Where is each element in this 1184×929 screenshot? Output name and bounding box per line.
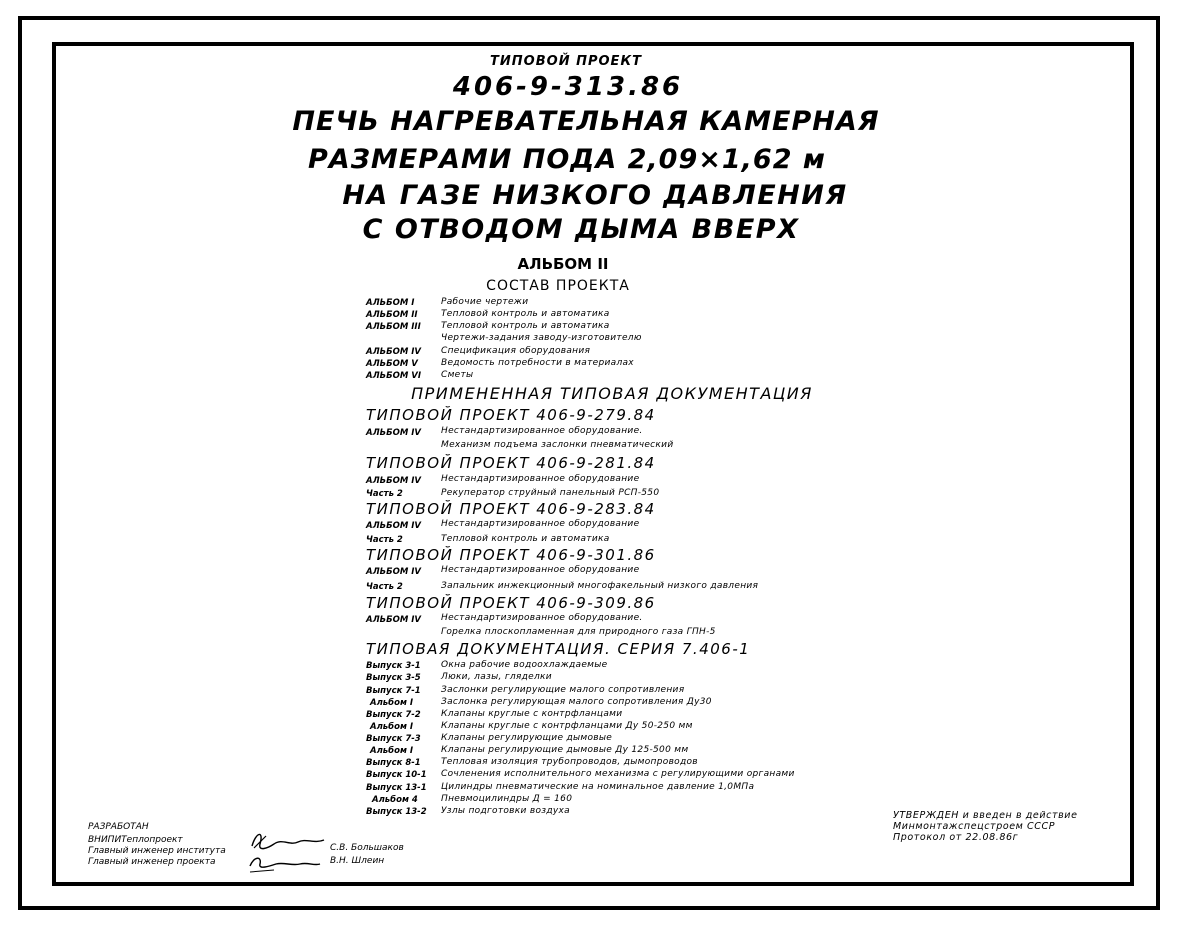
composition-text: Ведомость потребности в материалах xyxy=(441,358,634,368)
applied-label: Часть 2 xyxy=(366,535,403,545)
applied-project-title: ТИПОВОЙ ПРОЕКТ 406-9-301.86 xyxy=(366,546,656,564)
applied-text: Запальник инжекционный многофакельный низкого давления xyxy=(441,581,759,591)
series-text: Пневмоцилиндры Д = 160 xyxy=(441,794,573,804)
project-kind: ТИПОВОЙ ПРОЕКТ xyxy=(490,54,642,69)
series-text: Тепловая изоляция трубопроводов, дымопроводов xyxy=(441,757,698,767)
applied-text: Нестандартизированное оборудование xyxy=(441,565,640,575)
series-text: Заслонка регулирующая малого сопротивления Ду30 xyxy=(441,697,712,707)
composition-text: Тепловой контроль и автоматика xyxy=(441,309,610,319)
applied-project-title: ТИПОВОЙ ПРОЕКТ 406-9-283.84 xyxy=(366,500,656,518)
series-label: Выпуск 3-1 xyxy=(366,661,421,671)
series-text: Окна рабочие водоохлаждаемые xyxy=(441,660,608,670)
applied-text: Рекуператор струйный панельный РСП-550 xyxy=(441,488,660,498)
composition-text: Тепловой контроль и автоматика xyxy=(441,321,610,331)
composition-label: АЛЬБОМ III xyxy=(366,322,421,332)
applied-label: Часть 2 xyxy=(366,582,403,592)
series-text: Клапаны регулирующие дымовые Ду 125-500 мм xyxy=(441,745,689,755)
applied-project-title: ТИПОВОЙ ПРОЕКТ 406-9-309.86 xyxy=(366,594,656,612)
developed-org: ВНИПИТеплопроект xyxy=(88,835,183,845)
composition-text: Спецификация оборудования xyxy=(441,346,591,356)
series-text: Цилиндры пневматические на номинальное давление 1,0МПа xyxy=(441,782,755,792)
name-chief-engineer-project: В.Н. Шлеин xyxy=(330,856,385,866)
applied-label: Часть 2 xyxy=(366,489,403,499)
applied-label: АЛЬБОМ IV xyxy=(366,521,421,531)
project-number: 406-9-313.86 xyxy=(452,72,684,102)
series-text: Заслонки регулирующие малого сопротивления xyxy=(441,685,685,695)
approved-line-2: Минмонтажспецстроем СССР xyxy=(893,821,1056,832)
name-chief-engineer-institute: С.В. Большаков xyxy=(330,843,404,853)
composition-text: Сметы xyxy=(441,370,474,380)
series-label: Выпуск 8-1 xyxy=(366,758,421,768)
series-text: Узлы подготовки воздуха xyxy=(441,806,570,816)
applied-project-title: ТИПОВОЙ ПРОЕКТ 406-9-281.84 xyxy=(366,454,656,472)
composition-label: АЛЬБОМ V xyxy=(366,359,418,369)
title-line-2: РАЗМЕРАМИ ПОДА 2,09×1,62 м xyxy=(308,144,826,175)
series-label: Альбом I xyxy=(370,722,414,732)
series-text: Клапаны круглые с контрфланцами xyxy=(441,709,623,719)
role-chief-engineer-institute: Главный инженер института xyxy=(88,846,226,856)
series-label: Выпуск 7-1 xyxy=(366,686,421,696)
composition-text: Рабочие чертежи xyxy=(441,297,529,307)
applied-text: Нестандартизированное оборудование xyxy=(441,519,640,529)
applied-text: Тепловой контроль и автоматика xyxy=(441,534,610,544)
series-label: Выпуск 13-1 xyxy=(366,783,427,793)
series-text: Сочленения исполнительного механизма с регулирующими органами xyxy=(441,769,795,779)
series-label: Выпуск 7-3 xyxy=(366,734,421,744)
applied-text: Нестандартизированное оборудование xyxy=(441,474,640,484)
series-text: Люки, лазы, гляделки xyxy=(441,672,552,682)
title-line-4: С ОТВОДОМ ДЫМА ВВЕРХ xyxy=(362,214,800,245)
approved-line-3: Протокол от 22.08.86г xyxy=(893,832,1019,843)
series-text: Клапаны регулирующие дымовые xyxy=(441,733,613,743)
developed-heading: РАЗРАБОТАН xyxy=(88,822,149,832)
series-text: Клапаны круглые с контрфланцами Ду 50-250 мм xyxy=(441,721,693,731)
signature-graphic xyxy=(244,826,334,876)
approved-line-1: УТВЕРЖДЕН и введен в действие xyxy=(893,810,1078,821)
series-label: Альбом I xyxy=(370,746,414,756)
role-chief-engineer-project: Главный инженер проекта xyxy=(88,857,216,867)
composition-heading: СОСТАВ ПРОЕКТА xyxy=(486,278,630,294)
composition-label: АЛЬБОМ VI xyxy=(366,371,421,381)
applied-label: АЛЬБОМ IV xyxy=(366,428,421,438)
applied-project-title: ТИПОВОЙ ПРОЕКТ 406-9-279.84 xyxy=(366,406,656,424)
series-label: Выпуск 3-5 xyxy=(366,673,421,683)
applied-text: Механизм подъема заслонки пневматический xyxy=(441,440,674,450)
series-title: ТИПОВАЯ ДОКУМЕНТАЦИЯ. СЕРИЯ 7.406-1 xyxy=(366,640,751,658)
composition-label: АЛЬБОМ I xyxy=(366,298,415,308)
title-line-1: ПЕЧЬ НАГРЕВАТЕЛЬНАЯ КАМЕРНАЯ xyxy=(292,106,880,137)
series-label: Альбом I xyxy=(370,698,414,708)
series-label: Выпуск 7-2 xyxy=(366,710,421,720)
title-line-3: НА ГАЗЕ НИЗКОГО ДАВЛЕНИЯ xyxy=(342,180,848,211)
applied-label: АЛЬБОМ IV xyxy=(366,476,421,486)
applied-text: Горелка плоскопламенная для природного газа ГПН-5 xyxy=(441,627,716,637)
applied-text: Нестандартизированное оборудование. xyxy=(441,613,643,623)
album-number: АЛЬБОМ II xyxy=(517,255,609,273)
series-label: Альбом 4 xyxy=(372,795,418,805)
composition-label: АЛЬБОМ II xyxy=(366,310,418,320)
series-label: Выпуск 13-2 xyxy=(366,807,427,817)
applied-heading: ПРИМЕНЕННАЯ ТИПОВАЯ ДОКУМЕНТАЦИЯ xyxy=(411,384,813,403)
composition-text: Чертежи-задания заводу-изготовителю xyxy=(441,333,642,343)
composition-label: АЛЬБОМ IV xyxy=(366,347,421,357)
series-label: Выпуск 10-1 xyxy=(366,770,427,780)
applied-label: АЛЬБОМ IV xyxy=(366,567,421,577)
applied-label: АЛЬБОМ IV xyxy=(366,615,421,625)
applied-text: Нестандартизированное оборудование. xyxy=(441,426,643,436)
